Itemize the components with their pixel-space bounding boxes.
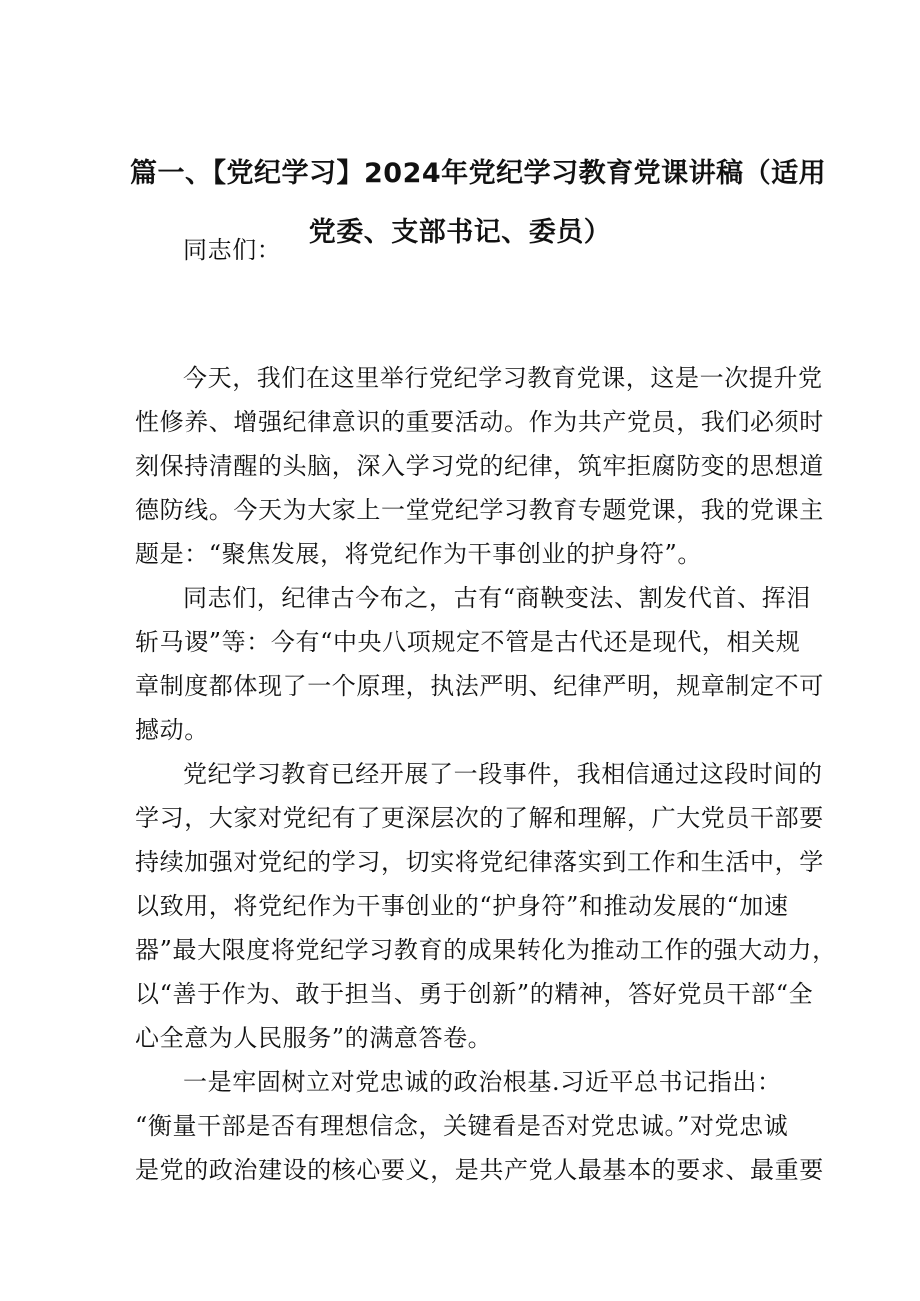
body-line: 心全意为人民服务”的满意答卷。 — [135, 1024, 493, 1052]
body-line: 同志们，纪律古今布之，古有“商鞅变法、割发代首、挥泪 — [183, 584, 811, 612]
body-line: 章制度都体现了一个原理，执法严明、纪律严明，规章制定不可 — [135, 672, 824, 700]
body-line: 以“善于作为、敢于担当、勇于创新”的精神，答好党员干部“全 — [135, 980, 814, 1008]
body-line: 是党的政治建设的核心要义，是共产党人最基本的要求、最重要 — [135, 1156, 824, 1184]
body-line: “衡量干部是否有理想信念，关键看是否对党忠诚。”对党忠诚 — [135, 1112, 789, 1140]
body-line: 刻保持清醒的头脑，深入学习党的纪律，筑牢拒腐防变的思想道 — [135, 452, 824, 480]
body-line: 一是牢固树立对党忠诚的政治根基.习近平总书记指出： — [183, 1068, 782, 1096]
body-line: 性修养、增强纪律意识的重要活动。作为共产党员，我们必须时 — [135, 408, 824, 436]
body-line: 持续加强对党纪的学习，切实将党纪律落实到工作和生活中，学 — [135, 848, 824, 876]
body-line: 党纪学习教育已经开展了一段事件，我相信通过这段时间的 — [183, 760, 823, 788]
body-line: 以致用，将党纪作为干事创业的“护身符”和推动发展的“加速 — [135, 892, 789, 920]
body-line: 撼动。 — [135, 716, 209, 744]
body-line: 德防线。今天为大家上一堂党纪学习教育专题党课，我的党课主 — [135, 496, 824, 524]
document-body — [135, 0, 837, 1301]
body-line: 器”最大限度将党纪学习教育的成果转化为推动工作的强大动力， — [135, 936, 837, 964]
document-title-line-1: 篇一、【党纪学习】2024年党纪学习教育党课讲稿（适用 — [130, 158, 827, 189]
body-line: 今天，我们在这里举行党纪学习教育党课，这是一次提升党 — [183, 364, 823, 392]
body-line: 同志们： — [183, 236, 282, 264]
document-title-line-2: 党委、支部书记、委员） — [308, 217, 612, 248]
body-line: 题是：“聚焦发展，将党纪作为干事创业的护身符”。 — [135, 540, 702, 568]
body-line: 斩马谡”等：今有“中央八项规定不管是古代还是现代，相关规 — [135, 628, 801, 656]
body-line: 学习，大家对党纪有了更深层次的了解和理解，广大党员干部要 — [135, 804, 824, 832]
